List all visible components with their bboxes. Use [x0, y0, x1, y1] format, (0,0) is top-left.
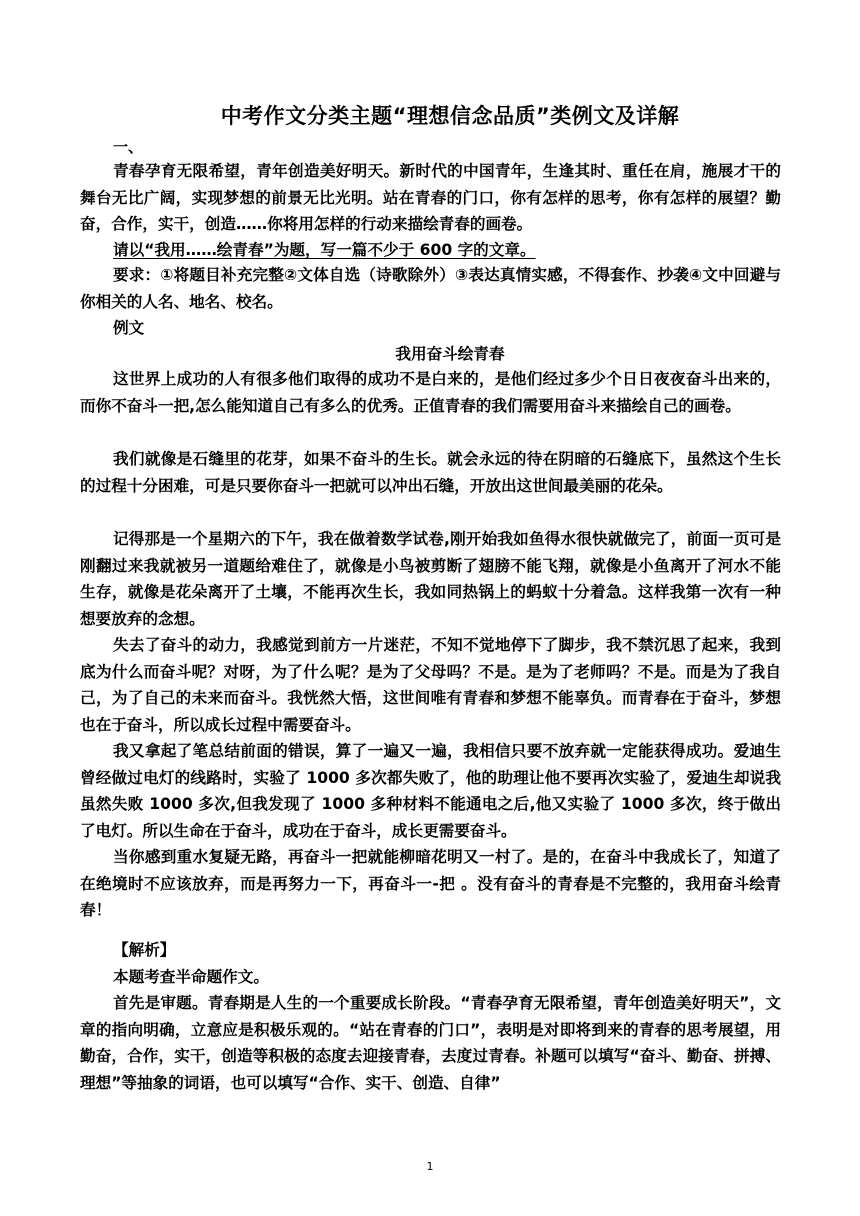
- essay-paragraph: 记得那是一个星期六的下午，我在做着数学试卷,刚开始我如鱼得水很快就做完了，前面一页可是刚翻过来我就被另一道题给难住了，就像是小鸟被剪断了翅膀不能飞翔，就像是小鱼离开了河水不能生存，就像是花朵离开了土壤，不能再次生长，我如同热锅上的蚂蚁十分着急。这样我第一次有一种想要放弃的念想。: [80, 530, 781, 628]
- analysis-paragraph: 本题考查半命题作文。: [113, 968, 269, 986]
- essay-paragraph: 这世界上成功的人有很多他们取得的成功不是白来的，是他们经过多少个日日夜夜奋斗出来的，而你不奋斗一把,怎么能知道自己有多么的优秀。正值青春的我们需要用奋斗来描绘自己的画卷。: [80, 370, 781, 415]
- document-title: 中考作文分类主题“理想信念品质”类例文及详解: [220, 104, 680, 128]
- essay-paragraph: 我们就像是石缝里的花芽，如果不奋斗的生长。就会永远的待在阴暗的石缝底下，虽然这个生长的过程十分困难，可是只要你奋斗一把就可以冲出石缝，开放出这世间最美丽的花朵。: [80, 450, 781, 495]
- essay-paragraph: 当你感到重水复疑无路，再奋斗一把就能柳暗花明又一村了。是的，在奋斗中我成长了，知道了在绝境时不应该放弃，而是再努力一下，再奋斗一-把 。没有奋斗的青春是不完整的，我用奋斗绘青春！: [80, 848, 781, 920]
- prompt-requirements: 要求：①将题目补充完整②文体自选（诗歌除外）③表达真情实感，不得套作、抄袭④文中回避与你相关的人名、地名、校名。: [80, 266, 781, 311]
- prompt-intro: 青春孕育无限希望，青年创造美好明天。新时代的中国青年，生逢其时、重任在肩，施展才干的舞台无比广阔，实现梦想的前景无比光明。站在青春的门口，你有怎样的思考，你有怎样的展望？勤奋，合作，实干，创造……你将用怎样的行动来描绘青春的画卷。: [80, 162, 781, 234]
- essay-paragraph: 我又拿起了笔总结前面的错误，算了一遍又一遍，我相信只要不放弃就一定能获得成功。爱迪生曾经做过电灯的线路时，实验了 1000 多次都失败了，他的助理让他不要再次实验了，爱迪生却说我虽然失败 1000 多次,但我发现了 1000 多种材料不能通电之后,他又实验了 1000 多次，终于做出了电灯。所以生命在于奋斗，成功在于奋斗，成长更需要奋斗。: [80, 742, 781, 840]
- analysis-label: 【解析】: [113, 941, 176, 959]
- section-label: 一、: [113, 138, 144, 156]
- example-label: 例文: [113, 319, 145, 337]
- essay-paragraph: 失去了奋斗的动力，我感觉到前方一片迷茫，不知不觉地停下了脚步，我不禁沉思了起来，我到底为什么而奋斗呢？对呀，为了什么呢？是为了父母吗？不是。是为了老师吗？不是。而是为了我自己，为了自己的未来而奋斗。我恍然大悟，这世间唯有青春和梦想不能辜负。而青春在于奋斗，梦想也在于奋斗，所以成长过程中需要奋斗。: [80, 636, 781, 734]
- analysis-paragraph: 首先是审题。青春期是人生的一个重要成长阶段。“青春孕育无限希望，青年创造美好明天”，文章的指向明确，立意应是积极乐观的。“站在青春的门口”，表明是对即将到来的青春的思考展望，用勤奋，合作，实干，创造等积极的态度去迎接青春，去度过青春。补题可以填写“奋斗、勤奋、拼搏、理想”等抽象的词语，也可以填写“合作、实干、创造、自律”: [80, 994, 781, 1092]
- page-number: 1: [426, 1160, 434, 1173]
- essay-title: 我用奋斗绘青春: [395, 345, 505, 363]
- prompt-task: 请以“我用……绘青春”为题，写一篇不少于 600 字的文章。: [113, 241, 536, 259]
